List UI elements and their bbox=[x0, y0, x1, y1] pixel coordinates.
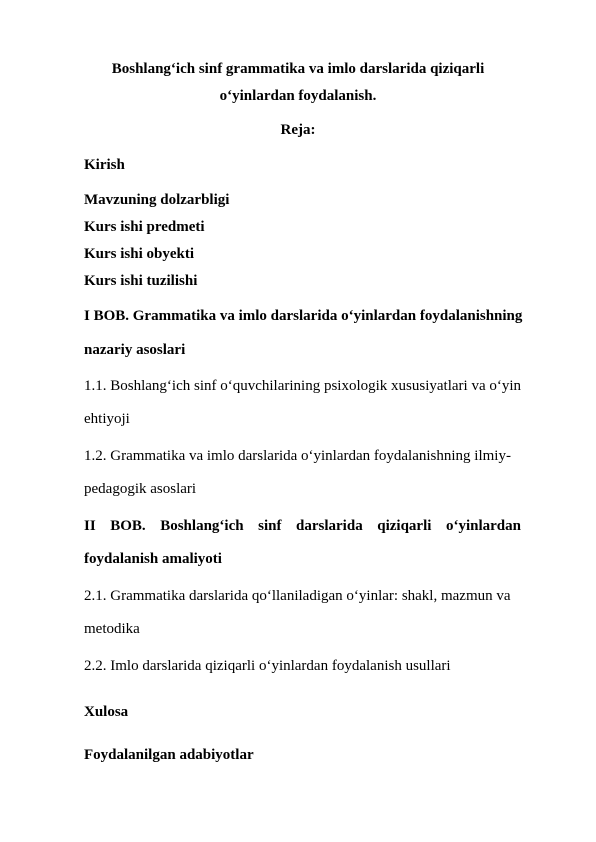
section-1-1-line-1: 1.1. Boshlang‘ich sinf o‘quvchilarining psixologik xususiyatlari va o‘yin bbox=[84, 378, 522, 394]
section-2-2: 2.2. Imlo darslarida qiziqarli o‘yinlardan foydalanish usullari bbox=[84, 658, 451, 674]
title-line-2: o‘yinlardan foydalanish. bbox=[219, 88, 377, 104]
chapter1-title-line-1: I BOB. Grammatika va imlo darslarida o‘yinlardan foydalanishning bbox=[84, 308, 523, 324]
intro-item: Kurs ishi predmeti bbox=[84, 219, 205, 235]
title-line-1: Boshlang‘ich sinf grammatika va imlo darslarida qiziqarli bbox=[111, 61, 485, 77]
chapter2-title-word: qiziqarli bbox=[377, 518, 432, 534]
plan-heading: Reja: bbox=[280, 122, 316, 138]
chapter2-title-line-2: foydalanish amaliyoti bbox=[84, 551, 222, 567]
chapter2-title-word: Boshlang‘ich bbox=[160, 518, 244, 534]
chapter2-title-line-1 bbox=[84, 518, 521, 535]
section-1-2-line-1: 1.2. Grammatika va imlo darslarida o‘yinlardan foydalanishning ilmiy- bbox=[84, 448, 511, 464]
section-1-1-line-2: ehtiyoji bbox=[84, 411, 130, 427]
chapter2-title-word: o‘yinlardan bbox=[445, 518, 521, 534]
intro-item: Mavzuning dolzarbligi bbox=[84, 192, 230, 208]
intro-item: Kurs ishi tuzilishi bbox=[84, 273, 198, 289]
section-2-1-line-1: 2.1. Grammatika darslarida qo‘llaniladigan o‘yinlar: shakl, mazmun va bbox=[84, 588, 511, 604]
chapter2-title-word: BOB. bbox=[110, 518, 146, 534]
section-1-2-line-2: pedagogik asoslari bbox=[84, 481, 197, 497]
intro-heading: Kirish bbox=[84, 157, 125, 173]
section-2-1-line-2: metodika bbox=[84, 621, 140, 637]
chapter1-title-line-2: nazariy asoslari bbox=[84, 342, 186, 358]
intro-item: Kurs ishi obyekti bbox=[84, 246, 195, 262]
chapter2-title-word: darslarida bbox=[296, 518, 363, 534]
conclusion-heading: Xulosa bbox=[84, 704, 129, 720]
chapter2-title-word: sinf bbox=[258, 518, 282, 534]
references-heading: Foydalanilgan adabiyotlar bbox=[84, 747, 254, 763]
chapter2-title-word: II bbox=[84, 518, 96, 534]
